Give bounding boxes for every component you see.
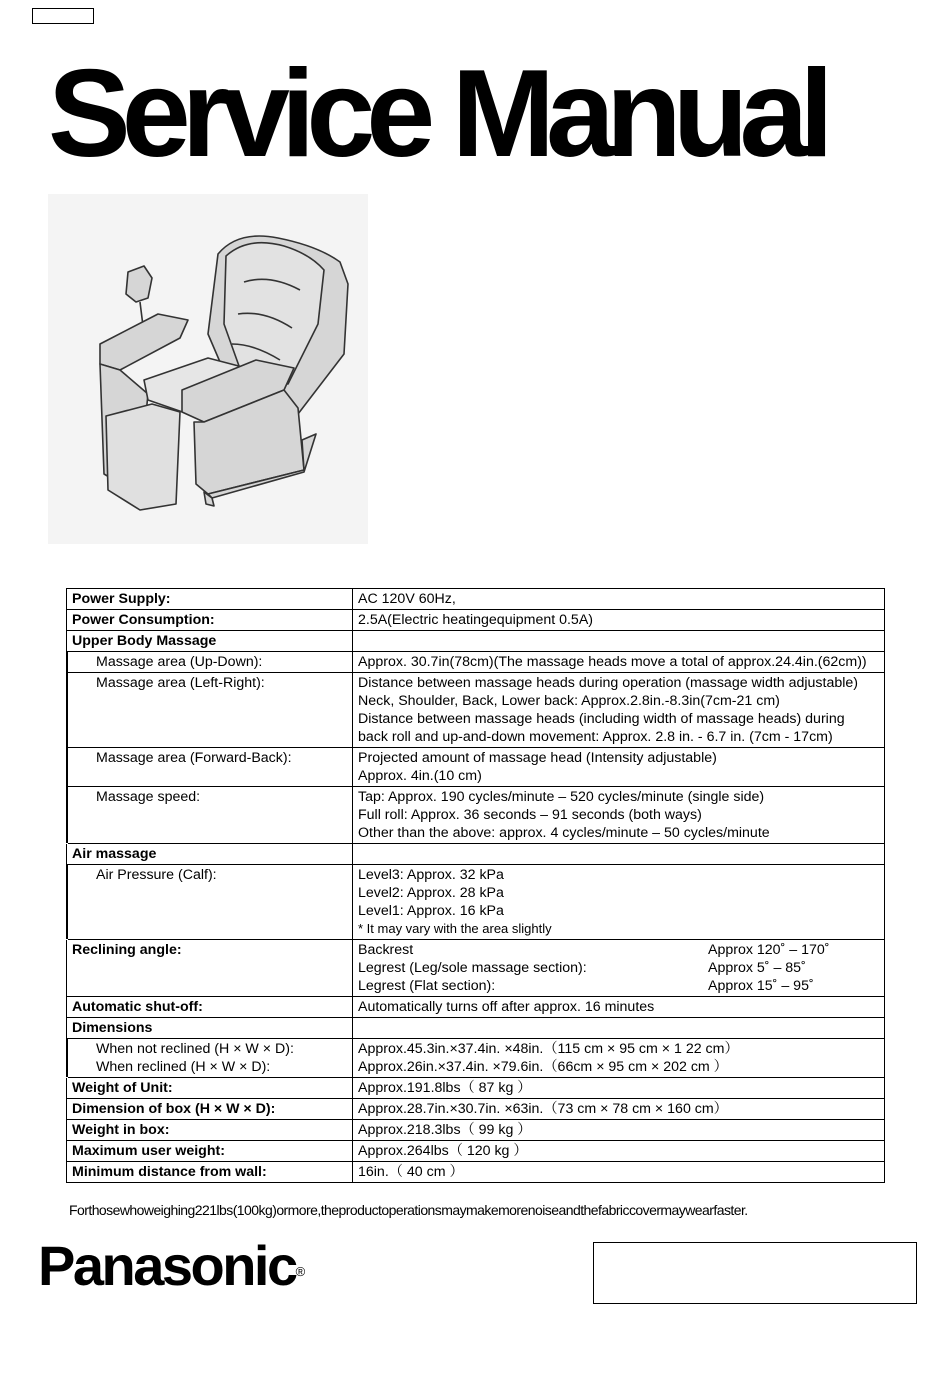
table-row — [67, 1141, 885, 1162]
area-leftright-value: Distance between massage heads during operation (massage width adjustable) Neck, Shoulder, Back, Lower back: Approx.2.8in.-8.3in(7cm-21 cm) Distance between massage heads (including width of massage heads) during back roll and up-and-down movement: Approx. 2.8 in. - 6.7 in. (7cm - 17cm) — [353, 673, 885, 748]
table-row — [67, 997, 885, 1018]
weight-unit-value: Approx.191.8lbs（ 87 kg ） — [353, 1078, 885, 1099]
area-updown-value: Approx. 30.7in(78cm)(The massage heads move a total of approx.24.4in.(62cm)) — [353, 652, 885, 673]
table-row — [67, 1078, 885, 1099]
brand-name: Panasonic — [38, 1234, 296, 1297]
shutoff-value: Automatically turns off after approx. 16 minutes — [353, 997, 885, 1018]
upper-body-massage-value — [353, 631, 885, 652]
box-weight-value: Approx.218.3lbs（ 99 kg ） — [353, 1120, 885, 1141]
table-row — [67, 940, 885, 997]
registered-mark-icon: ® — [295, 1264, 306, 1279]
model-info-box — [593, 1242, 917, 1304]
table-row — [67, 844, 885, 865]
massage-speed-value: Tap: Approx. 190 cycles/minute – 520 cycles/minute (single side) Full roll: Approx. 36 seconds – 91 seconds (both ways) Other than the above: approx. 4 cycles/minute – 50 cycles/minute — [353, 787, 885, 844]
table-row — [67, 631, 885, 652]
upper-body-massage-heading: Upper Body Massage — [67, 631, 353, 652]
area-leftright-label: Massage area (Left-Right): — [68, 673, 353, 748]
document-title: Service Manual — [48, 45, 825, 183]
box-dimension-label: Dimension of box (H × W × D): — [67, 1099, 353, 1120]
box-dimension-value: Approx.28.7in.×30.7in. ×63in.（73 cm × 78 cm × 160 cm） — [353, 1099, 885, 1120]
reclining-angle-value — [353, 940, 885, 997]
panasonic-logo — [38, 1234, 306, 1297]
table-row — [67, 673, 885, 748]
shutoff-label: Automatic shut-off: — [67, 997, 353, 1018]
air-pressure-value: Level3: Approx. 32 kPa Level2: Approx. 28 kPa Level1: Approx. 16 kPa * It may vary with the area slightly — [353, 865, 885, 940]
dimensions-value — [353, 1018, 885, 1039]
air-massage-value — [353, 844, 885, 865]
table-row — [67, 589, 885, 610]
max-user-weight-label: Maximum user weight: — [67, 1141, 353, 1162]
power-consumption-value: 2.5A(Electric heatingequipment 0.5A) — [353, 610, 885, 631]
reclining-row: Legrest (Flat section): Approx 15˚ – 95˚ — [358, 978, 814, 994]
table-row — [67, 652, 885, 673]
table-row — [67, 610, 885, 631]
table-row — [67, 787, 885, 844]
table-row — [67, 1039, 885, 1078]
dimensions-heading: Dimensions — [67, 1018, 353, 1039]
wall-distance-label: Minimum distance from wall: — [67, 1162, 353, 1183]
dimensions-labels: When not reclined (H × W × D): When reclined (H × W × D): — [68, 1039, 353, 1078]
weight-unit-label: Weight of Unit: — [67, 1078, 353, 1099]
weight-footnote: Forthosewhoweighing221lbs(100kg)ormore,theproductoperationsmaymakemorenoiseandthefabriccovermaywearfaster. — [69, 1202, 748, 1218]
area-forwardback-value: Projected amount of massage head (Intensity adjustable) Approx. 4in.(10 cm) — [353, 748, 885, 787]
area-forwardback-label: Massage area (Forward-Back): — [68, 748, 353, 787]
area-updown-label: Massage area (Up-Down): — [68, 652, 353, 673]
table-row — [67, 1018, 885, 1039]
max-user-weight-value: Approx.264lbs（ 120 kg ） — [353, 1141, 885, 1162]
power-supply-value: AC 120V 60Hz, — [353, 589, 885, 610]
corner-reference-box — [32, 8, 94, 24]
box-weight-label: Weight in box: — [67, 1120, 353, 1141]
air-massage-heading: Air massage — [67, 844, 353, 865]
air-pressure-label: Air Pressure (Calf): — [68, 865, 353, 940]
power-consumption-label: Power Consumption: — [67, 610, 353, 631]
dimensions-values: Approx.45.3in.×37.4in. ×48in.（115 cm × 95 cm × 1 22 cm） Approx.26in.×37.4in. ×79.6in.（66cm × 95 cm × 202 cm ） — [353, 1039, 885, 1078]
reclining-angle-label: Reclining angle: — [67, 940, 353, 997]
table-row — [67, 1162, 885, 1183]
table-row — [67, 1120, 885, 1141]
table-row — [67, 865, 885, 940]
massage-speed-label: Massage speed: — [68, 787, 353, 844]
table-row — [67, 1099, 885, 1120]
specifications-table — [66, 588, 885, 1183]
wall-distance-value: 16in.（ 40 cm ） — [353, 1162, 885, 1183]
massage-chair-illustration-icon — [48, 194, 368, 544]
reclining-row: Backrest Approx 120˚ – 170˚ — [358, 942, 830, 958]
reclining-row: Legrest (Leg/sole massage section): Approx 5˚ – 85˚ — [358, 960, 806, 976]
table-row — [67, 748, 885, 787]
power-supply-label: Power Supply: — [67, 589, 353, 610]
